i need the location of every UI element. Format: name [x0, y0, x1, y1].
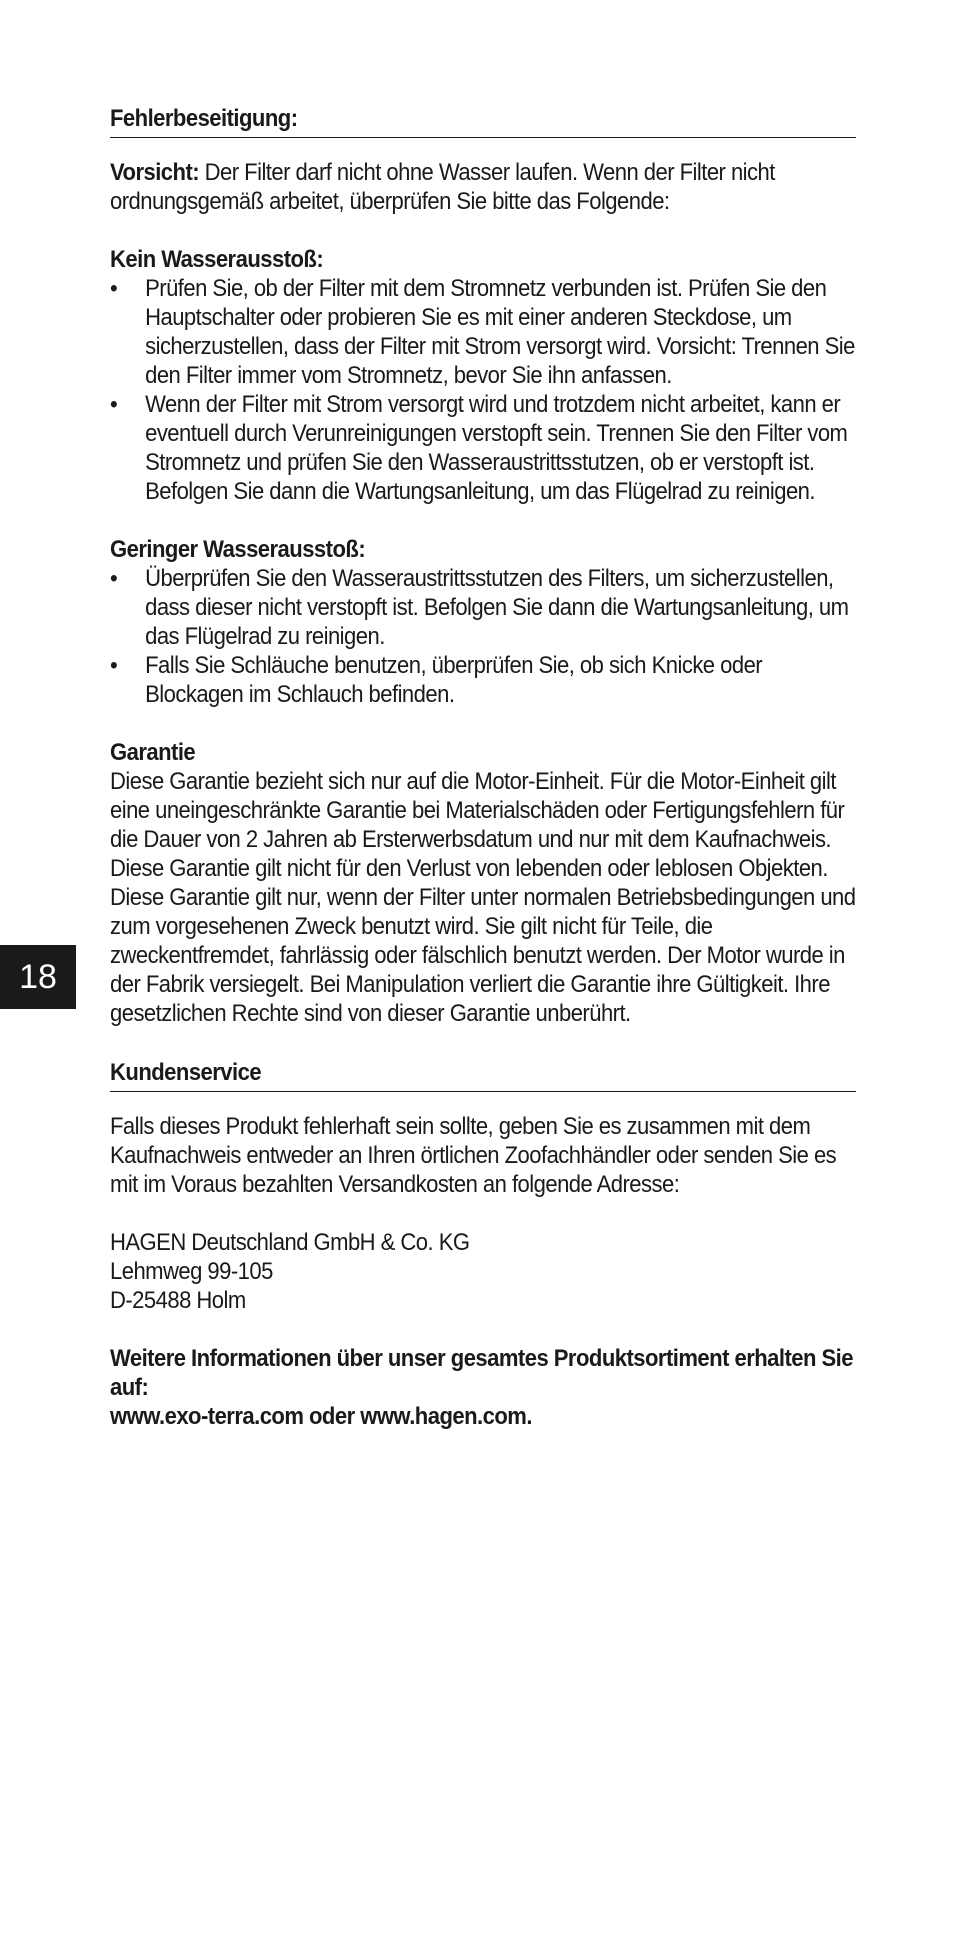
list-item: • Falls Sie Schläuche benutzen, überprüfen Sie, ob sich Knicke oder Blockagen im Schlauch befinden.: [110, 651, 856, 709]
address-city: D-25488 Holm: [110, 1287, 246, 1314]
more-info-text: Weitere Informationen über unser gesamtes Produktsortiment erhalten Sie auf:: [110, 1345, 854, 1401]
list-item: • Wenn der Filter mit Strom versorgt wird und trotzdem nicht arbeitet, kann er eventuell durch Verunreinigungen verstopft sein. Trennen Sie den Filter vom Stromnetz und prüfen Sie den Wasseraustrittsstutzen, ob er verstopft ist. Befolgen Sie dann die Wartungsanleitung, um das Flügelrad zu reinigen.: [110, 390, 856, 506]
troubleshooting-heading: Fehlerbeseitigung:: [110, 104, 856, 138]
customer-service-heading: Kundenservice: [110, 1058, 856, 1092]
page-number: 18: [19, 957, 57, 996]
warranty-text: Diese Garantie bezieht sich nur auf die Motor-Einheit. Für die Motor-Einheit gilt eine uneingeschränkte Garantie bei Materialschäden oder Fertigungsfehlern für die Dauer von 2 Jahren ab Ersterwerbsdatum und nur mit dem Kaufnachweis. Diese Garantie gilt nicht für den Verlust von lebenden oder leblosen Objekten. Diese Garantie gilt nur, wenn der Filter unter normalen Betriebsbedingungen und zum vorgesehenen Zweck benutzt wird. Sie gilt nicht für Teile, die zweckentfremdet, fahrlässig oder fälschlich benutzt werden. Der Motor wurde in der Fabrik versiegelt. Bei Manipulation verliert die Garantie ihre Gültigkeit. Ihre gesetzlichen Rechte sind von dieser Garantie unberührt.: [110, 768, 856, 1027]
no-output-list: [110, 274, 856, 506]
address-street: Lehmweg 99-105: [110, 1258, 273, 1285]
warranty-heading: Garantie: [110, 739, 196, 766]
low-output-list: [110, 564, 856, 709]
no-output-heading: Kein Wasserausstoß:: [110, 246, 324, 273]
document-page: [110, 104, 856, 1431]
low-output-heading: Geringer Wasserausstoß:: [110, 536, 366, 563]
caution-paragraph: [110, 158, 856, 216]
page-number-tab: [0, 945, 76, 1009]
address-company: HAGEN Deutschland GmbH & Co. KG: [110, 1229, 470, 1256]
caution-label: Vorsicht:: [110, 159, 200, 186]
list-item: • Überprüfen Sie den Wasseraustrittsstutzen des Filters, um sicherzustellen, dass dieser nicht verstopft ist. Befolgen Sie dann die Wartungsanleitung, um das Flügelrad zu reinigen.: [110, 564, 856, 651]
address-block: [110, 1228, 856, 1315]
customer-service-text: Falls dieses Produkt fehlerhaft sein sollte, geben Sie es zusammen mit dem Kaufnachweis entweder an Ihren örtlichen Zoofachhändler oder senden Sie es mit im Voraus bezahlten Versandkosten an folgende Adresse:: [110, 1113, 837, 1198]
list-item: • Prüfen Sie, ob der Filter mit dem Stromnetz verbunden ist. Prüfen Sie den Hauptschalter oder probieren Sie es mit einer anderen Steckdose, um sicherzustellen, dass der Filter mit Strom versorgt wird. Vorsicht: Trennen Sie den Filter immer vom Stromnetz, bevor Sie ihn anfassen.: [110, 274, 856, 390]
website-links: www.exo-terra.com oder www.hagen.com.: [110, 1403, 532, 1430]
caution-text: Der Filter darf nicht ohne Wasser laufen. Wenn der Filter nicht ordnungsgemäß arbeitet, überprüfen Sie bitte das Folgende:: [110, 159, 775, 215]
